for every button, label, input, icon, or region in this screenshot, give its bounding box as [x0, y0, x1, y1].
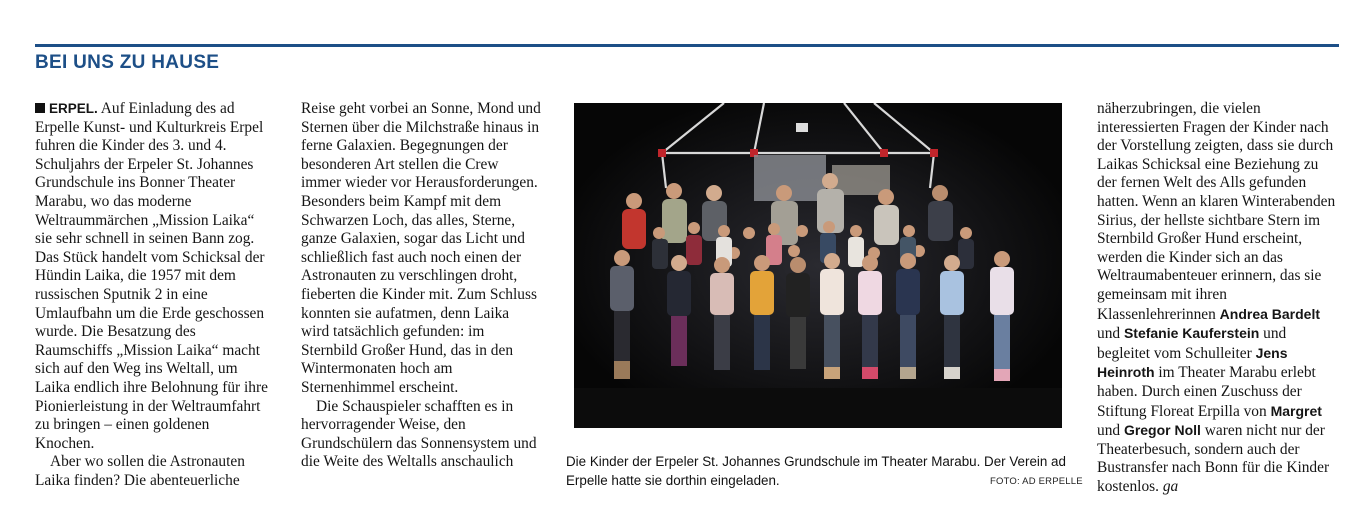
paragraph-intro [35, 100, 271, 453]
author-signature: ga [1162, 477, 1179, 495]
photo-caption: Die Kinder der Erpeler St. Johannes Grundschule im Theater Marabu. Der Verein ad Erpelle hatte sie dorthin eingeladen. [566, 454, 1066, 488]
kicker-square-icon [35, 103, 45, 113]
text-run: im Theater Marabu erlebt haben. Durch einen Zuschuss der Stiftung Floreat Erpilla von [1097, 364, 1316, 420]
text-run: und [1097, 325, 1124, 343]
paragraph-closing [1097, 100, 1339, 496]
section-title: BEI UNS ZU HAUSE [35, 52, 220, 73]
article-column-2 [301, 100, 541, 472]
dateline-kicker: ERPEL. [49, 101, 98, 116]
person-name: Stefanie Kauferstein [1123, 325, 1260, 342]
text-run: und begleitet vom Schulleiter [1097, 325, 1287, 362]
group-photo [574, 103, 1062, 428]
photo-credit: FOTO: AD ERPELLE [990, 476, 1083, 487]
person-name: Jens Heinroth [1097, 344, 1288, 381]
paragraph: Reise geht vorbei an Sonne, Mond und Sternen über die Milchstraße hinaus in ferne Galaxien. Begegnungen der besonderen Art stellen die Crew immer wieder vor Herausforderungen. Besonders beim Kampf mit dem Schwarzen Loch, das alles, Sterne, ganze Galaxien, sogar das Licht und schließlich fast auch noch einen der Astronauten zu verschlingen droht, fieberten die Kinder mit. Zum Schluss konnten sie aufatmen, denn Laika wird tatsächlich gefunden: im Sternbild Großer Hund, das in den Wintermonaten hoch am Sternenhimmel erscheint. [301, 100, 541, 396]
article-column-1 [35, 100, 271, 490]
person-name: Andrea Bardelt [1219, 305, 1321, 322]
text-run: näherzubringen, die vielen interessierten Fragen der Kinder nach der Vorstellung zeigten, dass sie durch Laikas Schicksal eine Beziehung zu der fernen Welt des Alls gefunden hatten. Wenn an klaren Winterabenden Sirius, der hellste sichtbare Stern im Sternbild Großer Hund erscheint, werden die Kinder sich an das Weltraumabenteuer erinnern, das sie gemeinsam mit ihren Klassenlehrerinnen [1097, 100, 1336, 323]
paragraph: Die Schauspieler schafften es in hervorragender Weise, den Grundschülern das Sonnensystem und die Weite des Weltalls anschaulich [301, 397, 537, 471]
article-column-4 [1097, 100, 1339, 496]
text-run: und [1097, 422, 1124, 440]
paragraph-text: Auf Einladung des ad Erpelle Kunst- und Kulturkreis Erpel fuhren die Kinder des 3. und 4. Schuljahrs der Erpeler St. Johannes Grundschule ins Bonner Theater Marabu, wo das moderne Weltraummärchen „Mission Laika“ sie sehr schnell in seinen Bann zog. Das Stück handelt vom Schicksal der Hündin Laika, die 1957 mit dem russischen Sputnik 2 in eine Umlaufbahn um die Erde geschossen wurde. Die Besatzung des Raumschiffs „Mission Laika“ macht sich auf den Weg ins Weltall, um Laika endlich ihre Belohnung für ihre Pionierleistung in der Weltraumfahrt zu bringen – einen goldenen Knochen. [35, 100, 268, 452]
person-name: Margret [1270, 402, 1322, 419]
paragraph: Aber wo sollen die Astronauten Laika finden? Die abenteuerliche [35, 453, 245, 489]
section-rule [35, 44, 1339, 47]
person-name: Gregor Noll [1123, 422, 1201, 439]
text-run: waren nicht nur der Theaterbesuch, sondern auch der Bustransfer nach Bonn für die Kinder kostenlos. [1097, 422, 1330, 495]
